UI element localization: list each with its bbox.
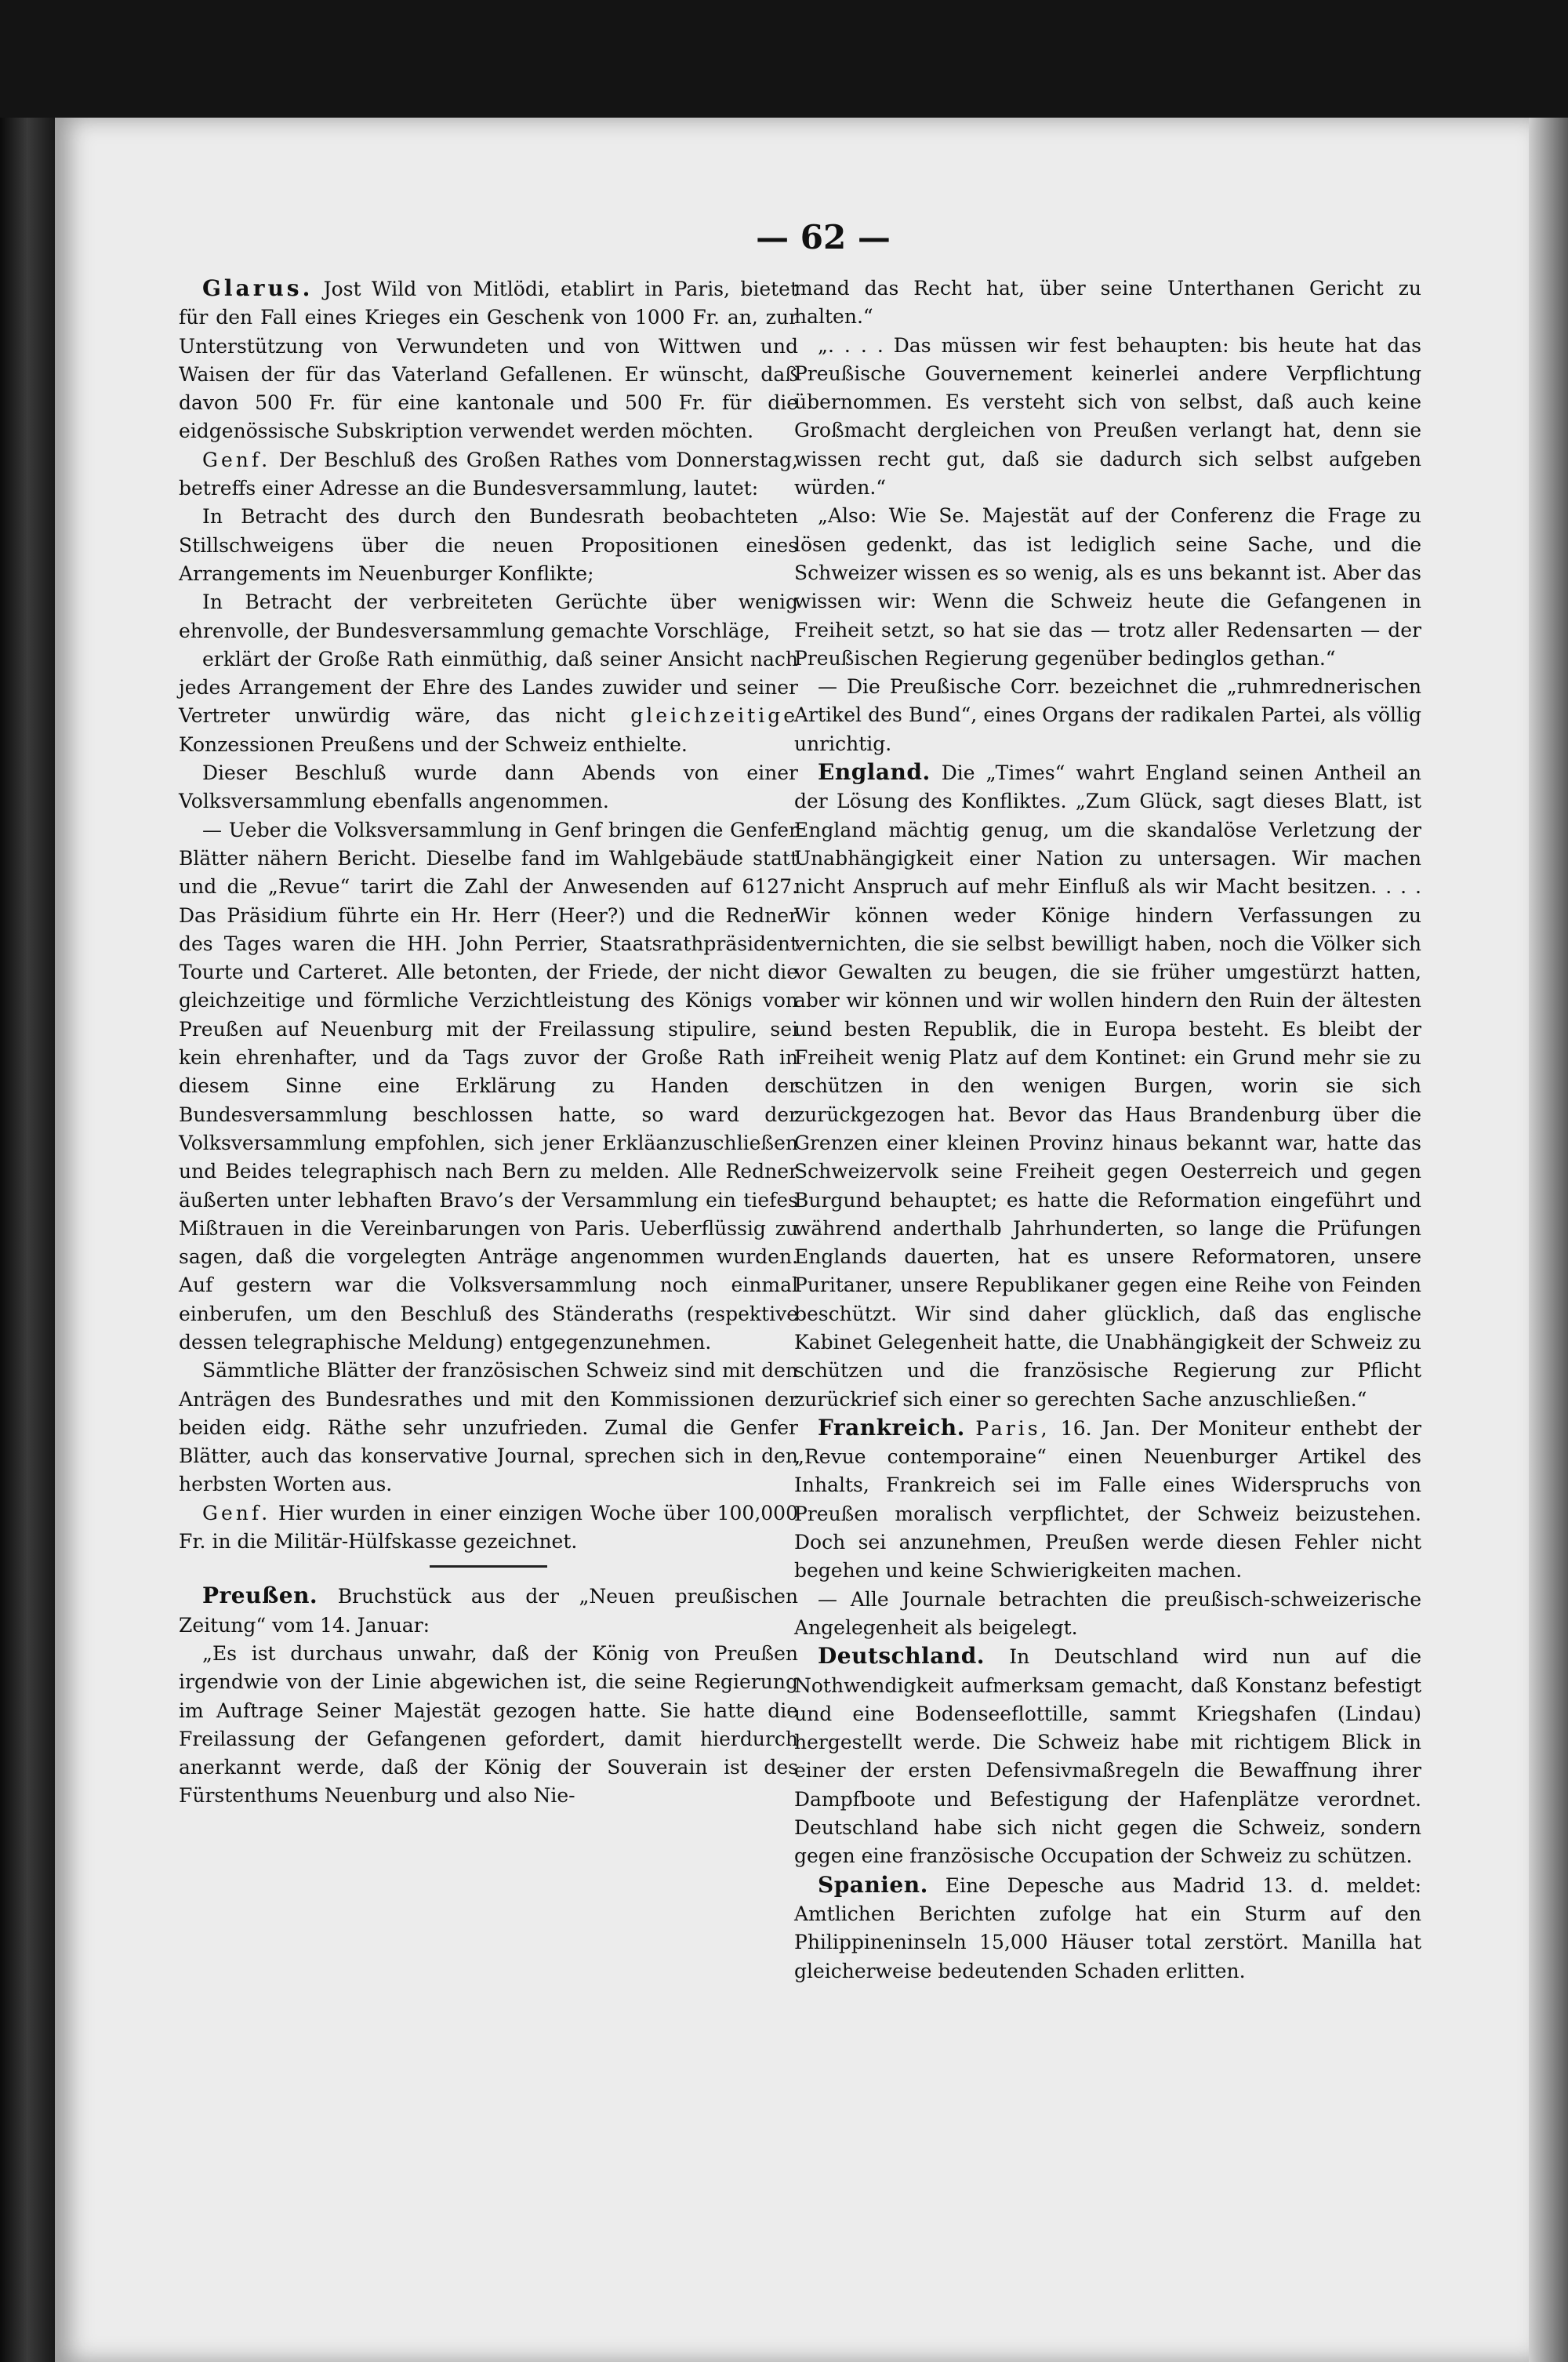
- heading-preussen: Preußen.: [202, 1583, 318, 1609]
- text-preussen: Bruchstück aus der „Neuen preußischen Zeitung“ vom 14. Januar:: [179, 1585, 798, 1637]
- paragraph-betracht-1: In Betracht des durch den Bundesrath beobachteten Stillschweigens über die neuen Propositionen eines Arrangements im Neuenburger Konflikte;: [179, 505, 798, 585]
- paragraph-genf-2: [179, 1499, 798, 1557]
- heading-genf-1: Genf.: [202, 448, 271, 471]
- text-england: Die „Times“ wahrt England seinen Antheil an der Lösung des Konfliktes. „Zum Glück, sagt dieses Blatt, ist England mächtig genug, um die skandalöse Verletzung der Unabhängigkeit einer Nation zu untersagen. Wir machen nicht Anspruch auf mehr Einfluß als wir Macht besitzen. . . . Wir können weder Könige hindern Verfassungen zu vernichten, die sie selbst bewilligt haben, noch die Völker sich vor Gewalten zu beugen, die sie früher umgestürzt hatten, aber wir können und wir wollen hindern den Ruin der ältesten und besten Republik, die in Europa besteht. Es bleibt der Freiheit wenig Platz auf dem Kontinet: ein Grund mehr sie zu schützen in den wenigen Burgen, worin sie sich zurückgezogen hat. Bevor das Haus Brandenburg über die Grenzen einer kleinen Provinz hinaus bekannt war, hatte das Schweizervolk seine Freiheit gegen Oesterreich und gegen Burgund behauptet; es hatte die Reformation eingeführt und während anderthalb Jahrhunderten, so lange die Prüfungen Englands dauerten, hat es unsere Reformatoren, unsere Puritaner, unsere Republikaner gegen eine Reihe von Feinden beschützt. Wir sind daher glücklich, daß das englische Kabinet Gelegenheit hatte, die Unabhängigkeit der Schweiz zu schützen und die französische Regierung zur Pflicht zurückrief sich einer so gerechten Sache anzuschließen.“: [794, 761, 1421, 1411]
- text-gleichzeitige: gleichzeitige: [630, 704, 798, 728]
- right-column: [794, 274, 1421, 1986]
- heading-glarus: Glarus.: [202, 275, 314, 301]
- paragraph-behaupten: „. . . . Das müssen wir fest behaupten: bis heute hat das Preußische Gouvernement keinerlei andere Verpflichtung übernommen. Es versteht sich von selbst, daß auch keine Großmacht dergleichen von Preußen verlangt hat, denn sie wissen recht gut, daß sie dadurch sich selbst aufgeben würden.“: [794, 333, 1421, 500]
- paragraph-genf-1: [179, 446, 798, 503]
- heading-england: England.: [818, 759, 931, 786]
- book-binding: [0, 118, 55, 2362]
- heading-spanien: Spanien.: [818, 1871, 928, 1898]
- text-paris: Paris,: [975, 1416, 1051, 1440]
- paragraph-quote-cont: mand das Recht hat, über seine Unterthanen Gericht zu halten.“: [794, 277, 1421, 329]
- text-frankreich: 16. Jan. Der Moniteur enthebt der „Revue contemporaine“ einen Neuenburger Artikel des Inhalts, Frankreich sei im Falle eines Widerspruchs von Preußen moralisch verpflichtet, der Schweiz beizustehen. Doch sei anzunehmen, Preußen werde diesen Fehler nicht begehen und keine Schwierigkeiten machen.: [794, 1416, 1421, 1583]
- paragraph-glarus: [179, 274, 798, 446]
- paragraph-erklaert: [179, 645, 798, 759]
- paragraph-frankreich: [794, 1414, 1421, 1586]
- paragraph-corr: — Die Preußische Corr. bezeichnet die „ruhmrednerischen Artikel des Bund“, eines Organs der radikalen Partei, als völlig unrichtig.: [794, 675, 1421, 755]
- text-erklaert-b: Konzessionen Preußens und der Schweiz enthielte.: [179, 732, 688, 756]
- paragraph-betracht-2: In Betracht der verbreiteten Gerüchte über wenig ehrenvolle, der Bundesversammlung gemachte Vorschläge,: [179, 590, 798, 642]
- left-column: [179, 274, 798, 1811]
- paragraph-blaetter: Sämmtliche Blätter der französischen Schweiz sind mit den Anträgen des Bundesrathes und mit den Kommissionen der beiden eidg. Räthe sehr unzufrieden. Zumal die Genfer Blätter, auch das konservative Journal, sprechen sich in den herbsten Worten aus.: [179, 1359, 798, 1496]
- text-spanien: Eine Depesche aus Madrid 13. d. meldet: Amtlichen Berichten zufolge hat ein Sturm auf den Philippineninseln 15,000 Häuser total zerstört. Manilla hat gleicherweise bedeutenden Schaden erlitten.: [794, 1873, 1421, 1982]
- text-glarus: Jost Wild von Mitlödi, etablirt in Paris, bietet für den Fall eines Krieges ein Geschenk von 1000 Fr. an, zur Unterstützung von Verwundeten und von Wittwen und Waisen der für das Vaterland Gefallenen. Er wünscht, daß davon 500 Fr. für eine kantonale und 500 Fr. für die eidgenössische Subskription verwendet werden möchten.: [179, 278, 798, 443]
- paragraph-deutschland: [794, 1642, 1421, 1870]
- paragraph-spanien: [794, 1871, 1421, 1986]
- page: [55, 118, 1529, 2362]
- section-divider: [430, 1565, 547, 1568]
- paragraph-volksversammlung: — Ueber die Volksversammlung in Genf bringen die Genfer Blätter nähern Bericht. Dieselbe fand im Wahlgebäude statt und die „Revue“ tarirt die Zahl der Anwesenden auf 6127. Das Präsidium führte ein Hr. Herr (Heer?) und die Redner des Tages waren die HH. John Perrier, Staatsrathpräsident Tourte und Carteret. Alle betonten, der Friede, der nicht die gleichzeitige und förmliche Verzichtleistung des Königs von Preußen auf Neuenburg mit der Freilassung stipulire, sei kein ehrenhafter, und da Tags zuvor der Große Rath in diesem Sinne eine Erklärung zu Handen der Bundesversammlung beschlossen hatte, so ward der Volksversammlung empfohlen, sich jener Erkläanzuschließen und Beides telegraphisch nach Bern zu melden. Alle Redner äußerten unter lebhaften Bravo’s der Versammlung ein tiefes Mißtrauen in die Vereinbarungen von Paris. Ueberflüssig zu sagen, daß die vorgelegten Anträge angenommen wurden. Auf gestern war die Volksversammlung noch einmal einberufen, um den Beschluß des Ständeraths (respektive dessen telegraphische Meldung) entgegenzunehmen.: [179, 818, 798, 1354]
- paragraph-preussen: [179, 1582, 798, 1640]
- page-number: — 62 —: [756, 218, 891, 256]
- heading-frankreich: Frankreich.: [818, 1414, 965, 1441]
- paragraph-england: [794, 758, 1421, 1414]
- heading-genf-2: Genf.: [202, 1501, 271, 1524]
- text-erklaert-a: erklärt der Große Rath einmüthig, daß seiner Ansicht nach jedes Arrangement der Ehre des Landes zuwider und seiner Vertreter unwürdig wäre, das nicht: [179, 647, 798, 728]
- next-page-edge: [1529, 118, 1568, 2362]
- paragraph-also: „Also: Wie Se. Majestät auf der Conferenz die Frage zu lösen gedenkt, das ist lediglich seine Sache, und die Schweizer wissen es so wenig, als es uns bekannt ist. Aber das wissen wir: Wenn die Schweiz heute die Gefangenen in Freiheit setzt, so hat sie das — trotz aller Redensarten — der Preußischen Regierung gegenüber bedinglos gethan.“: [794, 504, 1421, 670]
- text-deutschland: In Deutschland wird nun auf die Nothwendigkeit aufmerksam gemacht, daß Konstanz befestigt und eine Bodenseeflottille, sammt Kriegshafen (Lindau) hergestellt werde. Die Schweiz habe mit richtigem Blick in einer der ersten Defensivmaßregeln die Bewaffnung ihrer Dampfboote und Befestigung der Hafenplätze verordnet. Deutschland habe sich nicht gegen die Schweiz, sondern gegen eine französische Occupation der Schweiz zu schützen.: [794, 1645, 1421, 1868]
- paragraph-quote: „Es ist durchaus unwahr, daß der König von Preußen irgendwie von der Linie abgewichen ist, die seine Regierung im Auftrage Seiner Majestät gezogen hatte. Sie hatte die Freilassung der Gefangenen gefordert, damit hierdurch anerkannt werde, daß der König der Souverain ist des Fürstenthums Neuenburg und also Nie-: [179, 1641, 798, 1808]
- text-genf-1: Der Beschluß des Großen Rathes vom Donnerstag, betreffs einer Adresse an die Bundesversammlung, lautet:: [179, 448, 798, 500]
- text-genf-2: Hier wurden in einer einzigen Woche über 100,000 Fr. in die Militär-Hülfskasse gezeichnet.: [179, 1501, 798, 1553]
- heading-deutschland: Deutschland.: [818, 1643, 985, 1670]
- paragraph-journale: — Alle Journale betrachten die preußisch-schweizerische Angelegenheit als beigelegt.: [794, 1587, 1421, 1639]
- paragraph-beschluss: Dieser Beschluß wurde dann Abends von einer Volksversammlung ebenfalls angenommen.: [179, 761, 798, 813]
